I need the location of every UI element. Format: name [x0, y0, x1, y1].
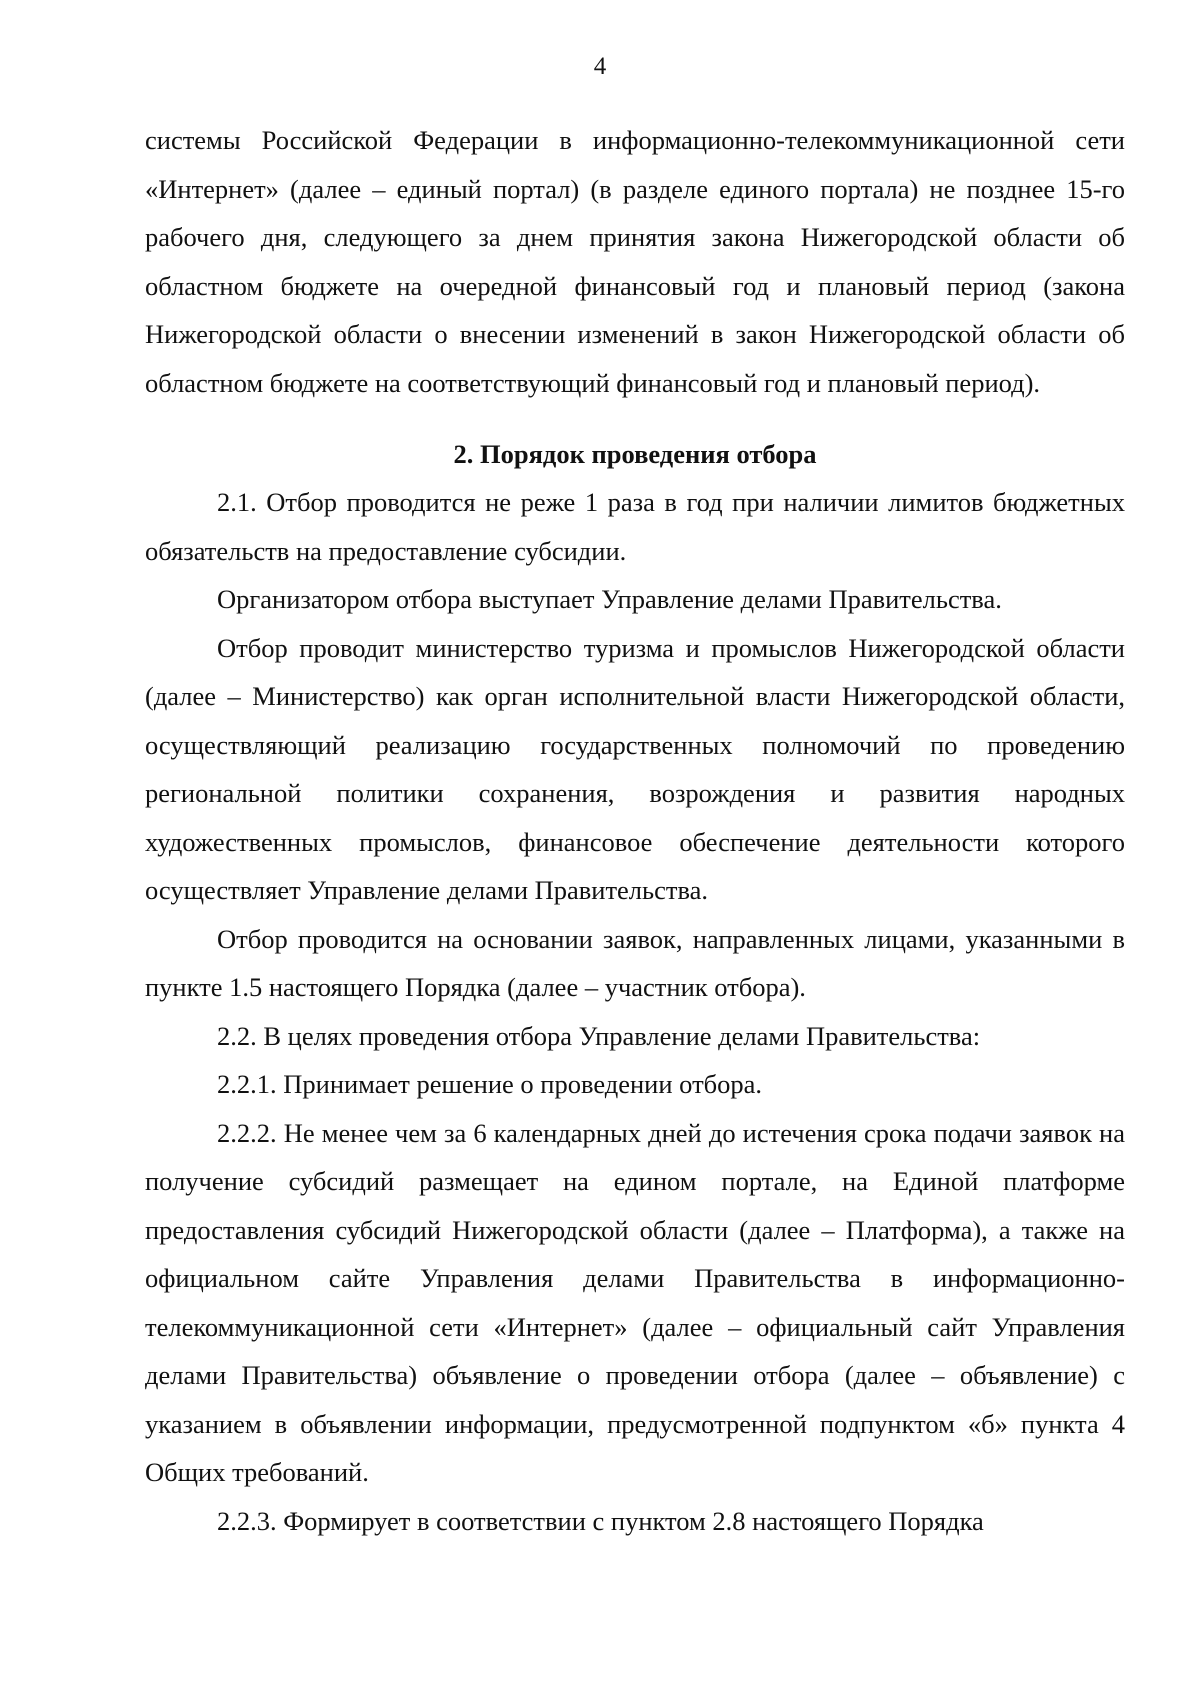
paragraph-2-2-2: 2.2.2. Не менее чем за 6 календарных дней до истечения срока подачи заявок на получение субсидий размещает на едином портале, на Единой платформе предоставления субсидий Нижегородской области (далее – Платформа), а также на официальном сайте Управления делами Правительства в информационно-телекоммуникационной сети «Интернет» (далее – официальный сайт Управления делами Правительства) объявление о проведении отбора (далее – объявление) с указанием в объявлении информации, предусмотренной подпунктом «б» пункта 4 Общих требований.	[145, 1117, 1125, 1487]
paragraph-ministry: Отбор проводит министерство туризма и промыслов Нижегородской области (далее – Министерство) как орган исполнительной власти Нижегородской области, осуществляющий реализацию государственных полномочий по проведению региональной политики сохранения, возрождения и развития народных художественных промыслов, финансовое обеспечение деятельности которого осуществляет Управление делами Правительства.	[145, 632, 1125, 905]
document-body	[145, 116, 1125, 1545]
paragraph-2-1: 2.1. Отбор проводится не реже 1 раза в год при наличии лимитов бюджетных обязательств на предоставление субсидии.	[145, 487, 1125, 566]
paragraph-2-2-1: 2.2.1. Принимает решение о проведении отбора.	[217, 1069, 763, 1099]
paragraph-2-2-3: 2.2.3. Формирует в соответствии с пунктом 2.8 настоящего Порядка	[217, 1505, 984, 1536]
section-heading: 2. Порядок проведения отбора	[453, 439, 817, 469]
paragraph-continuation: системы Российской Федерации в информационно-телекоммуникационной сети «Интернет» (далее – единый портал) (в разделе единого портала) не позднее 15-го рабочего дня, следующего за днем принятия закона Нижегородской области об областном бюджете на очередной финансовый год и плановый период (закона Нижегородской области о внесении изменений в закон Нижегородской области об областном бюджете на соответствующий финансовый год и плановый период).	[145, 125, 1125, 398]
paragraph-2-2: 2.2. В целях проведения отбора Управление делами Правительства:	[217, 1020, 981, 1051]
paragraph-organizer: Организатором отбора выступает Управление делами Правительства.	[217, 584, 1002, 614]
paragraph-applications: Отбор проводится на основании заявок, направленных лицами, указанными в пункте 1.5 настоящего Порядка (далее – участник отбора).	[145, 923, 1125, 1002]
page-number: 4	[593, 53, 607, 80]
